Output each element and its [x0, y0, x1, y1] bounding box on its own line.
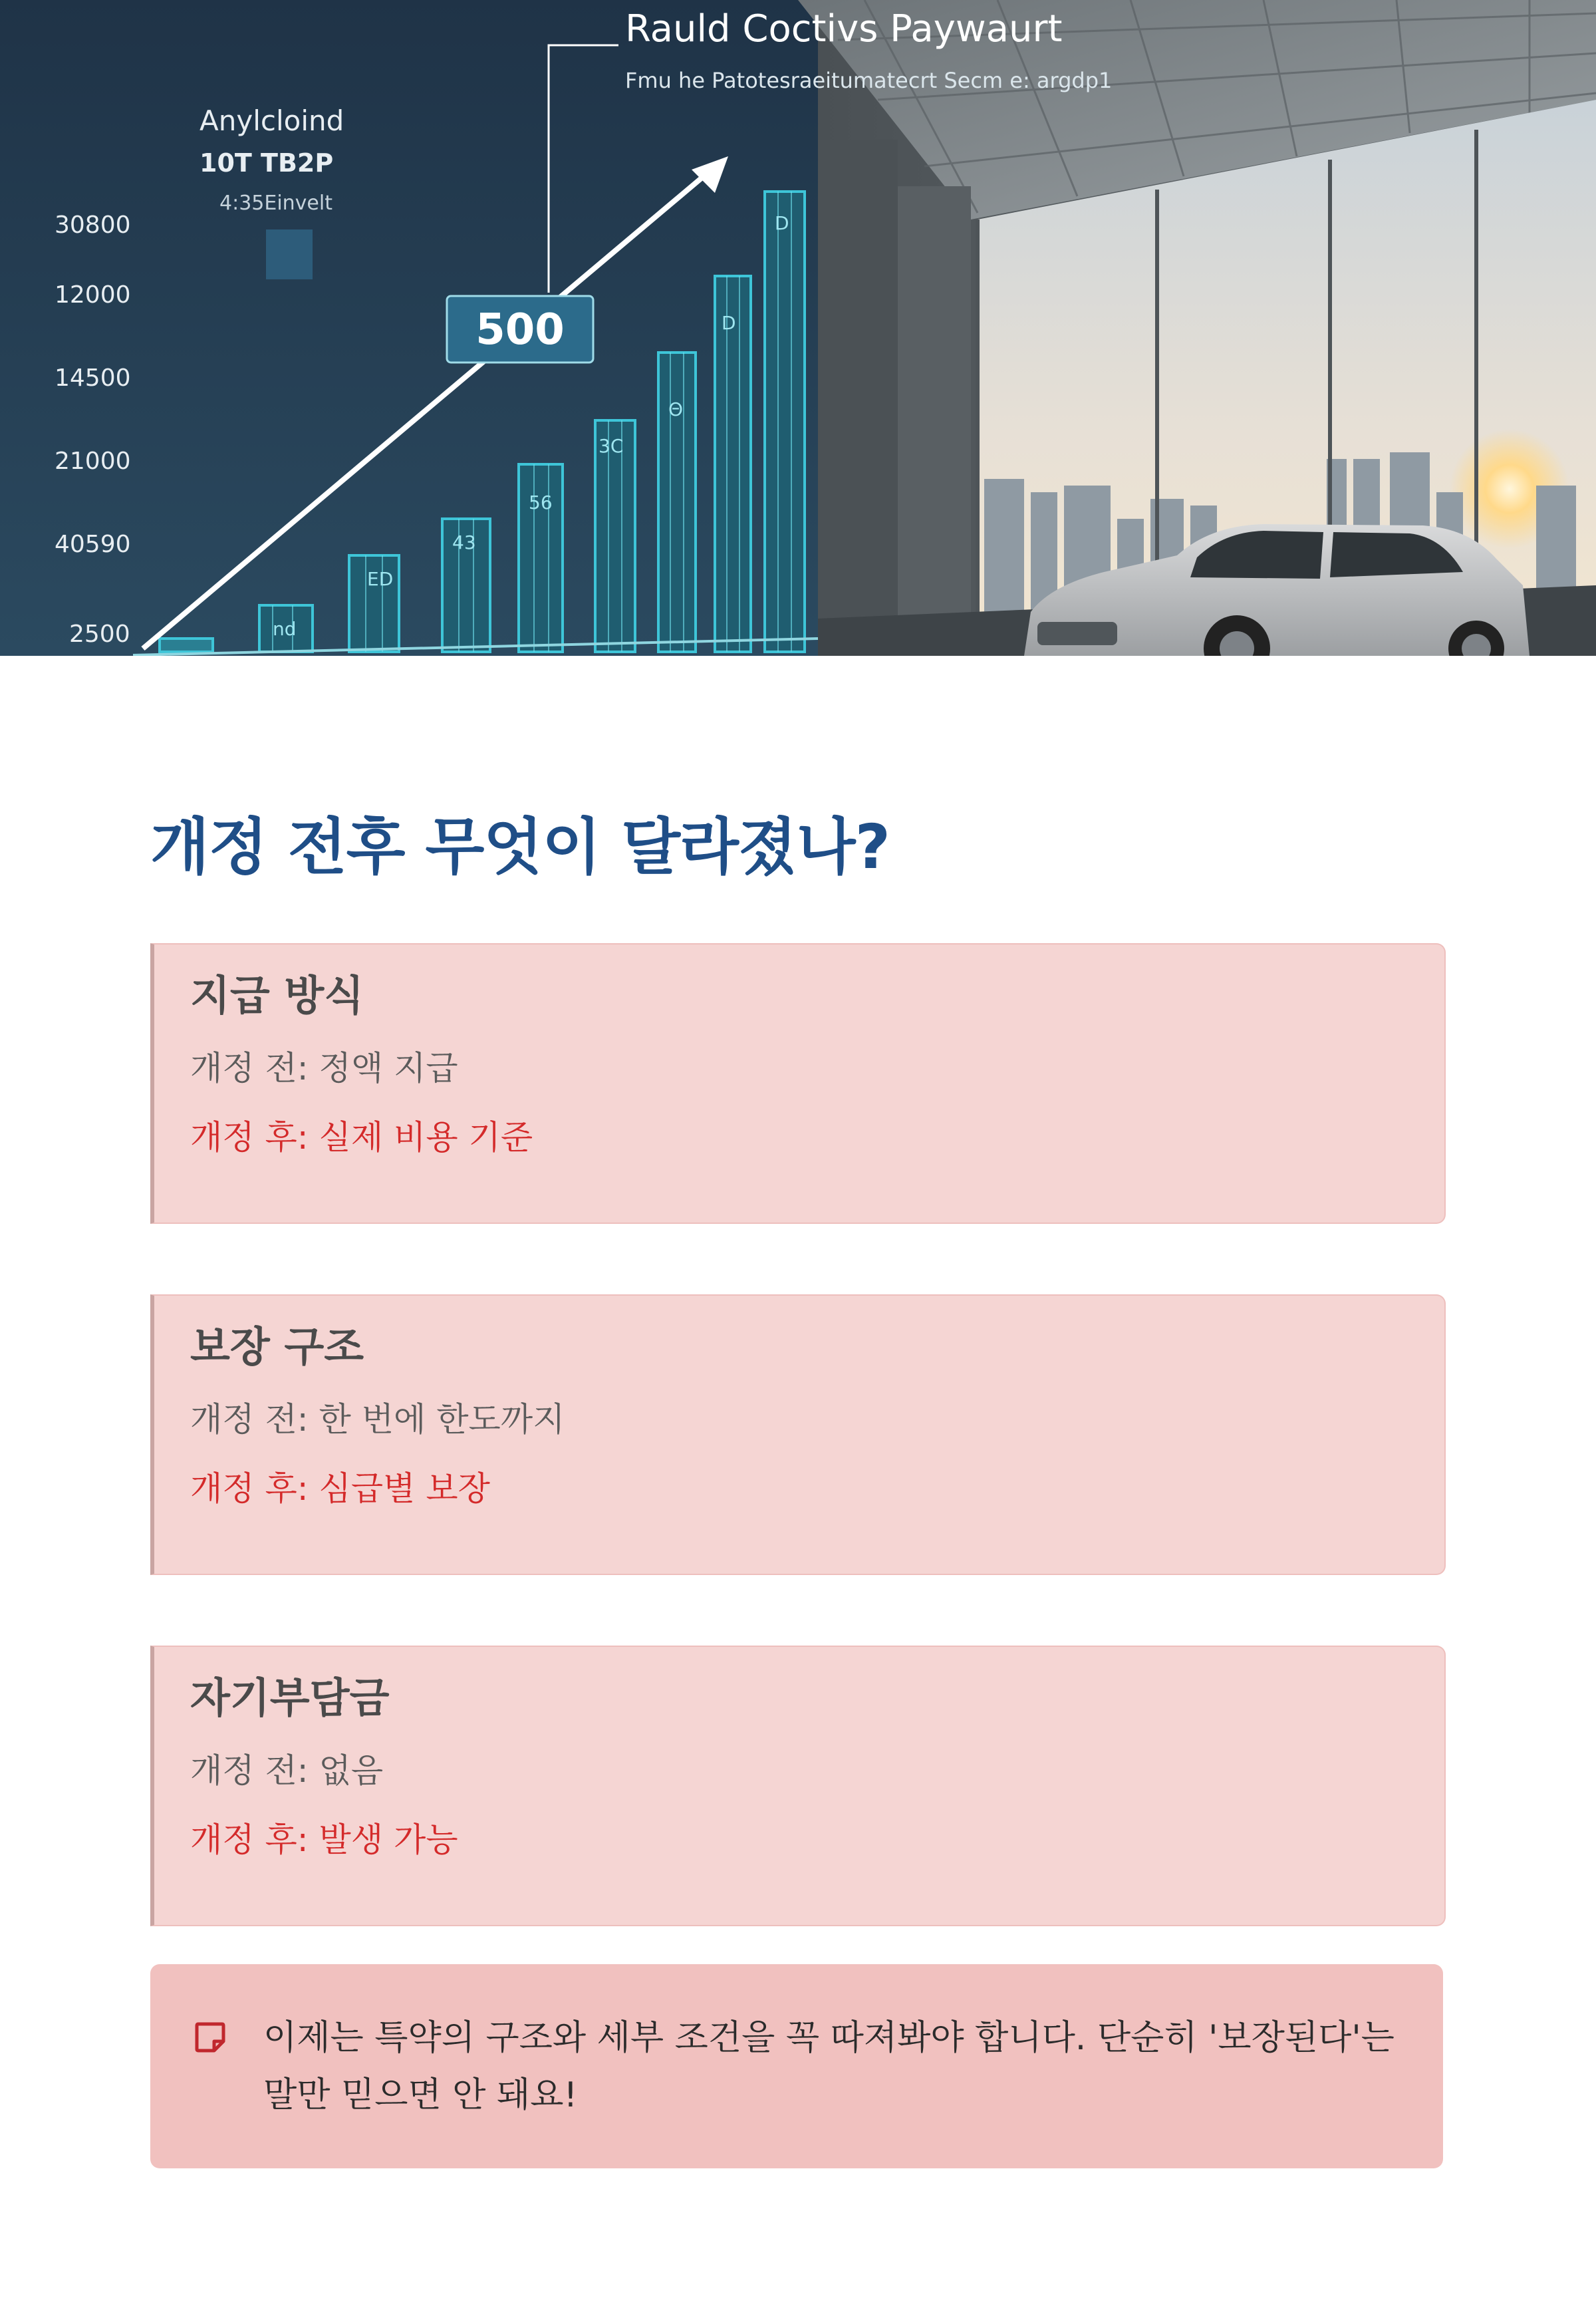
hero-side-label-2: 10T TB2P — [200, 148, 334, 178]
y-tick: 14500 — [55, 364, 131, 392]
section-title: 개정 전후 무엇이 달라졌나? — [150, 811, 890, 883]
bar-label: D — [722, 312, 736, 334]
note-callout — [150, 1964, 1443, 2168]
bar-label: ED — [367, 568, 394, 590]
bar-label: nd — [273, 618, 297, 640]
hero-image — [0, 0, 1596, 656]
y-tick: 21000 — [55, 448, 131, 475]
note-icon — [193, 2020, 227, 2055]
card-after-text: 개정 후: 발생 가능 — [190, 1820, 458, 1860]
hero-side-label-1: Anylcloind — [200, 104, 344, 137]
bar-label: 56 — [529, 492, 553, 513]
comparison-card-deductible — [150, 1646, 1446, 1926]
card-title: 자기부담금 — [190, 1673, 390, 1722]
card-before-text: 개정 전: 한 번에 한도까지 — [190, 1400, 565, 1439]
y-tick: 40590 — [55, 531, 131, 558]
note-text: 이제는 특약의 구조와 세부 조건을 꼭 따져봐야 합니다. 단순히 '보장된다'는 말만 믿으면 안 돼요! — [263, 2018, 1395, 2115]
bar-label: 3C — [598, 435, 624, 457]
comparison-cards — [150, 943, 1446, 1997]
callout-value: 500 — [475, 305, 565, 355]
card-title: 보장 구조 — [190, 1322, 364, 1371]
card-after-text: 개정 후: 심급별 보장 — [190, 1469, 490, 1509]
y-tick: 2500 — [69, 621, 130, 648]
bar-label: 43 — [452, 531, 476, 553]
card-after-text: 개정 후: 실제 비용 기준 — [190, 1118, 533, 1157]
comparison-card-payment — [150, 943, 1446, 1224]
card-title: 지급 방식 — [190, 971, 364, 1020]
bar-label: Θ — [668, 398, 684, 420]
y-tick: 12000 — [55, 281, 131, 309]
card-before-text: 개정 전: 정액 지급 — [190, 1049, 458, 1088]
hero-side-label-3: 4:35Einvelt — [219, 192, 332, 215]
hero-subtitle: Fmu he Patotesraeitumatecrt Secm e: argdp1 — [625, 68, 1113, 93]
y-tick: 30800 — [55, 212, 131, 239]
hero-illustration — [0, 0, 1596, 656]
card-before-text: 개정 전: 없음 — [190, 1751, 384, 1791]
comparison-card-coverage — [150, 1294, 1446, 1575]
bar-label: D — [775, 212, 789, 234]
hero-title: Rauld Coctivs Paywaurt — [625, 7, 1063, 51]
